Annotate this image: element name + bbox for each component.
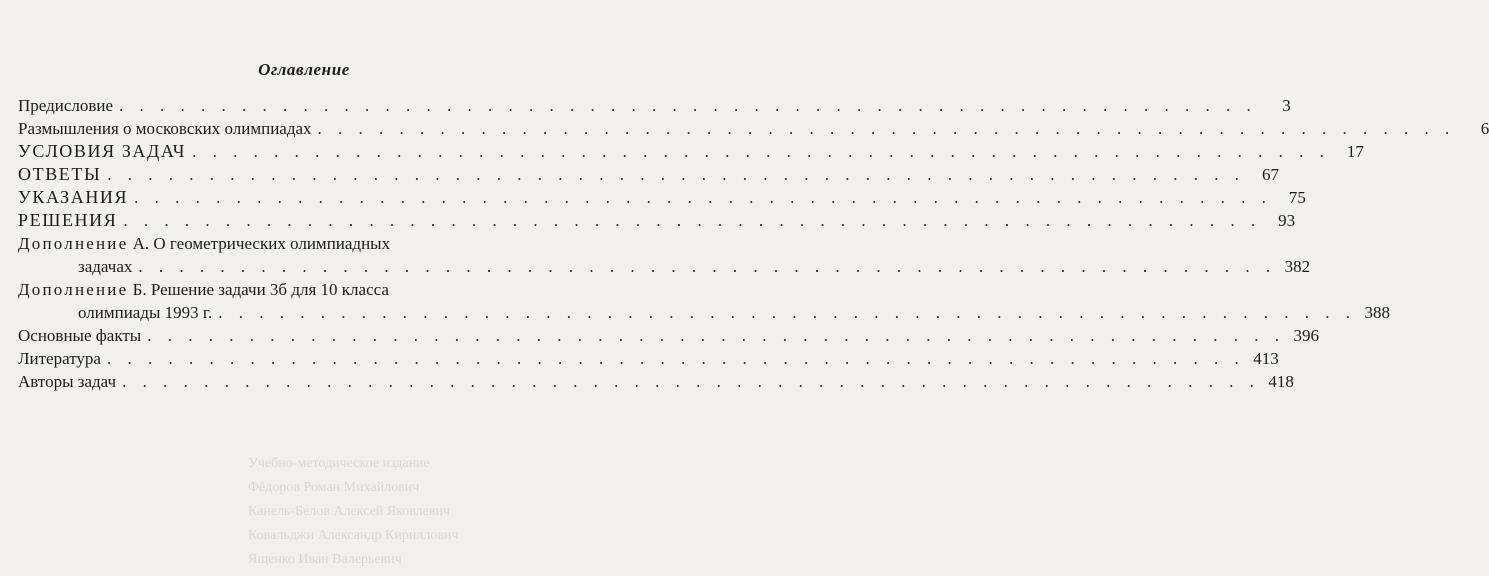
toc-entry-basic-facts [18, 324, 1319, 347]
toc-entry-label: УСЛОВИЯ ЗАДАЧ [18, 141, 187, 161]
toc-page-number: 75 [1288, 188, 1306, 207]
toc-entry-solutions [18, 209, 1296, 232]
toc-entry-answers [18, 163, 1280, 186]
bleed-through-text [248, 452, 608, 572]
toc-page-number: 418 [1268, 372, 1294, 391]
toc-entry-prefix: Дополнение [18, 234, 129, 253]
toc-page-number: 93 [1278, 211, 1296, 230]
toc-entry-label: РЕШЕНИЯ [18, 210, 118, 230]
toc-entry-hints [18, 186, 1306, 209]
toc-entry-label: Авторы задач [18, 372, 117, 391]
toc-entry-label: А. О геометрических олимпиадных [128, 234, 391, 253]
toc-page-number: 382 [1284, 257, 1311, 276]
toc-leader: . . . . . . . . . . . . . . . . . . . . . . . . . . . . . . . . . . . . . . . . . . . . . . . . . . . . . . . . [138, 257, 1277, 276]
toc-entry-problems [18, 140, 1364, 163]
toc-leader: . . . . . . . . . . . . . . . . . . . . . . . . . . . . . . . . . . . . . . . . . . . . . . . . . . . . . . . . [147, 326, 1285, 345]
toc-entry-reflections [18, 117, 1489, 140]
bleed-through-line: Учебно-методическое издание [248, 456, 430, 471]
toc-entry-first-line [18, 278, 575, 301]
toc-entry-label-continued: задачах [78, 257, 133, 276]
toc-page-number: 6 [1480, 119, 1489, 138]
toc-entry-first-line [18, 232, 575, 255]
toc-entry-label: Б. Решение задачи 3б для 10 класса [128, 280, 389, 299]
toc-entry-second-line [18, 301, 1390, 324]
toc-leader: . . . . . . . . . . . . . . . . . . . . . . . . . . . . . . . . . . . . . . . . . . . . . . . . . . . . . . . . [106, 349, 1245, 368]
toc-page-number: 67 [1262, 165, 1280, 184]
bleed-through-line: Ященко Иван Валерьевич [248, 552, 402, 567]
toc-entry-preface [18, 94, 1291, 117]
toc-leader: . . . . . . . . . . . . . . . . . . . . . . . . . . . . . . . . . . . . . . . . . . . . . . . . . . . . . . . . [218, 303, 1356, 322]
bleed-through-line: Канель-Белов Алексей Яковлевич [248, 504, 451, 519]
toc-page-number: 413 [1253, 349, 1279, 368]
toc-entry-appendix-b [18, 278, 1390, 324]
toc-entry-label: ОТВЕТЫ [18, 164, 102, 184]
toc-entry-second-line [18, 255, 1311, 278]
toc-entry-appendix-a [18, 232, 1311, 278]
toc-entry-label: Размышления о московских олимпиадах [18, 119, 312, 138]
table-of-contents [18, 94, 1489, 393]
toc-entry-label: УКАЗАНИЯ [18, 187, 129, 207]
toc-leader: . . . . . . . . . . . . . . . . . . . . . . . . . . . . . . . . . . . . . . . . . . . . . . . . . . . . . . . . [123, 211, 1262, 230]
toc-leader: . . . . . . . . . . . . . . . . . . . . . . . . . . . . . . . . . . . . . . . . . . . . . . . . . . . . . . . . [107, 165, 1246, 184]
toc-leader: . . . . . . . . . . . . . . . . . . . . . . . . . . . . . . . . . . . . . . . . . . . . . . . . . . . . . . . . [119, 96, 1257, 115]
toc-entry-label: Литература [18, 349, 101, 368]
toc-entry-label: Предисловие [18, 96, 114, 115]
toc-leader: . . . . . . . . . . . . . . . . . . . . . . . . . . . . . . . . . . . . . . . . . . . . . . . . . . . . . . . . [134, 188, 1272, 207]
toc-entry-authors [18, 370, 1294, 393]
toc-page-number: 3 [1282, 96, 1291, 115]
bleed-through-line: Фёдоров Роман Михайлович [248, 480, 420, 495]
toc-leader: . . . . . . . . . . . . . . . . . . . . . . . . . . . . . . . . . . . . . . . . . . . . . . . . . . . . . . . . [122, 372, 1260, 391]
toc-page-number: 388 [1364, 303, 1390, 322]
toc-leader: . . . . . . . . . . . . . . . . . . . . . . . . . . . . . . . . . . . . . . . . . . . . . . . . . . . . . . . . [192, 142, 1330, 161]
toc-entry-label: Основные факты [18, 326, 142, 345]
toc-page-number: 17 [1346, 142, 1364, 161]
page-title: Оглавление [258, 60, 350, 79]
toc-entry-literature [18, 347, 1279, 370]
toc-leader: . . . . . . . . . . . . . . . . . . . . . . . . . . . . . . . . . . . . . . . . . . . . . . . . . . . . . . . . [317, 119, 1456, 138]
toc-entry-prefix: Дополнение [18, 280, 129, 299]
bleed-through-line: Ковальджи Александр Кириллович [248, 528, 459, 543]
toc-page-number: 396 [1293, 326, 1319, 345]
toc-entry-label-continued: олимпиады 1993 г. [78, 303, 213, 322]
